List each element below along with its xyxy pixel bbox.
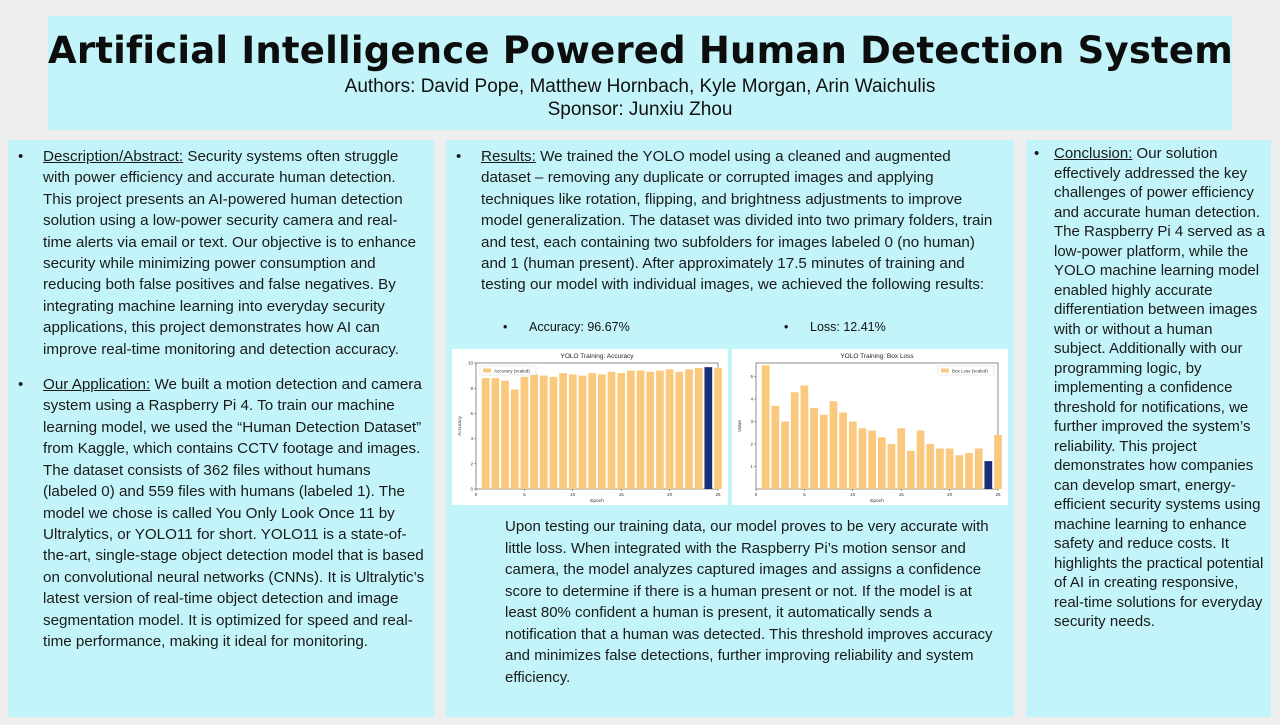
bar [675, 372, 683, 489]
bar [830, 401, 838, 489]
abstract-label: Description/Abstract: [43, 148, 184, 165]
middle-column [446, 140, 1014, 717]
x-tick-label: 0 [754, 492, 758, 497]
bar [994, 435, 1002, 489]
bar [907, 451, 915, 489]
bar [936, 449, 944, 490]
bar [810, 408, 818, 489]
accuracy-chart [452, 349, 728, 505]
box-loss-chart [732, 349, 1008, 505]
legend-label: Box Loss (scaled) [952, 368, 988, 374]
loss-metric: • Loss: 12.41% [810, 320, 886, 334]
x-axis-label: Epoch [590, 499, 604, 504]
y-tick-label: 3 [750, 419, 753, 425]
bar [569, 374, 577, 489]
chart-title: YOLO Training: Accuracy [560, 353, 634, 360]
bar [820, 415, 828, 489]
chart-svg [732, 349, 1008, 505]
bar [482, 378, 490, 489]
bar [530, 374, 538, 489]
left-column [8, 140, 434, 717]
y-tick-label: 6 [470, 411, 473, 416]
bar [946, 449, 954, 490]
x-tick-label: 10 [570, 492, 576, 497]
bar [849, 422, 857, 490]
bar [926, 444, 934, 489]
bar [781, 422, 789, 490]
x-tick-label: 0 [474, 492, 478, 497]
bar [617, 373, 625, 489]
bar [511, 389, 519, 489]
conclusion-label: Conclusion: [1054, 145, 1133, 162]
bar [550, 377, 558, 489]
chart-svg [452, 349, 728, 505]
y-tick-label: 0 [470, 486, 473, 492]
x-tick-label: 5 [803, 492, 806, 497]
application-text: We built a motion detection and camera system using a Raspberry Pi 4. To train our machine learning model, we used the “Human Detection Dataset” from Kaggle, which contains CCTV footage and images. The dataset consists of 362 files without humans (labeled 0) and 559 files with humans (labeled 1). The model we chose is called You Only Look Once 11 by Ultralytics, or YOLO11 for short. YOLO11 is a state-of-the-art, single-stage object detection model that is based on convolutional neural networks (CNNs). It is Ultralytic’s latest version of real-time object detection and image segmentation model. It is optimized for speed and real-time performance, making it ideal for monitoring. [43, 376, 425, 650]
y-tick-label: 4 [750, 396, 753, 402]
legend-swatch [483, 369, 491, 373]
y-tick-label: 2 [750, 441, 753, 447]
results-label: Results: [481, 148, 536, 165]
y-axis-label: Value [738, 420, 743, 432]
bar [955, 455, 963, 489]
bar [540, 376, 548, 489]
bar [771, 406, 779, 489]
poster-title: Artificial Intelligence Powered Human Detection System [48, 29, 1233, 72]
bar [704, 367, 712, 489]
bar [801, 386, 809, 490]
bar [656, 371, 664, 489]
bar [598, 374, 606, 489]
y-tick-label: 8 [470, 385, 473, 391]
bar [666, 369, 674, 489]
bar [965, 453, 973, 489]
y-tick-label: 4 [470, 436, 473, 442]
bar [859, 428, 867, 489]
authors-line: Authors: David Pope, Matthew Hornbach, Kyle Morgan, Arin Waichulis [344, 76, 936, 97]
x-axis-label: Epoch [870, 499, 884, 504]
bar [984, 461, 992, 489]
bar [521, 377, 529, 489]
bar [897, 428, 905, 489]
y-tick-label: 5 [750, 374, 753, 380]
x-tick-label: 25 [995, 492, 1001, 497]
bar [608, 372, 616, 489]
x-tick-label: 20 [667, 492, 673, 497]
accuracy-metric: • Accuracy: 96.67% [529, 320, 630, 334]
bar [685, 369, 693, 489]
bar [868, 431, 876, 490]
bar [714, 368, 722, 489]
application-item [8, 374, 426, 652]
chart-title: YOLO Training: Box Loss [840, 353, 914, 360]
y-axis-label: Accuracy [458, 416, 463, 436]
bar [559, 373, 567, 489]
bar [888, 444, 896, 489]
bar [762, 365, 770, 489]
right-column [1026, 140, 1271, 717]
x-tick-label: 20 [947, 492, 953, 497]
x-tick-label: 15 [618, 492, 624, 497]
bar [839, 413, 847, 490]
bar [637, 371, 645, 489]
y-tick-label: 1 [750, 464, 753, 470]
bar [695, 368, 703, 489]
results-discussion: Upon testing our training data, our model proves to be very accurate with little loss. When integrated with the Raspberry Pi’s motion sensor and camera, the model analyzes captured images and assigns a confidence score to determine if there is a human present or not. If the model is at least 80% confident a human is present, it automatically sends a notification that a human was detected. This threshold improves accuracy and minimizes false detections, further improving reliability and system efficiency. [505, 518, 993, 686]
bar [917, 431, 925, 490]
bar [646, 372, 654, 489]
bar [579, 376, 587, 489]
x-tick-label: 10 [850, 492, 856, 497]
y-tick-label: 10 [467, 360, 473, 366]
abstract-item [8, 146, 426, 360]
bar [491, 378, 499, 489]
results-text: We trained the YOLO model using a cleaned and augmented dataset – removing any duplicate or corrupted images and applying techniques like rotation, flipping, and brightness adjustments to improve model generalization. The dataset was divided into two primary folders, train and test, each containing two subfolders for images labeled 0 (no human) and 1 (human present). After approximately 17.5 minutes of training and testing our model with individual images, we achieved the following results: [481, 148, 993, 294]
bar [791, 392, 799, 489]
bar [878, 437, 886, 489]
x-tick-label: 5 [523, 492, 526, 497]
bar [501, 381, 509, 489]
bar [588, 373, 596, 489]
conclusion-text: Our solution effectively addressed the key challenges of power efficiency and accurate human detection. The Raspberry Pi 4 served as a low-power platform, while the YOLO machine learning model enabled highly accurate differentiation between images with or without a human subject. Additionally with our programming logic, by implementing a confidence threshold for notifications, we further improved the system’s reliability. This project demonstrates how companies can develop smart, energy-efficient security systems using machine learning to enhance safety and reduce costs. It highlights the practical potential of AI in creating responsive, real-time solutions for everyday security needs. [1054, 145, 1265, 630]
conclusion-item [1026, 144, 1265, 632]
poster-header [48, 16, 1232, 130]
application-label: Our Application: [43, 376, 151, 394]
x-tick-label: 15 [898, 492, 904, 497]
bar [627, 371, 635, 489]
sponsor-line: Sponsor: Junxiu Zhou [547, 99, 733, 120]
legend-swatch [941, 369, 949, 373]
bar [975, 449, 983, 490]
abstract-text: Security systems often struggle with power efficiency and accurate human detection. This project presents an AI-powered human detection solution using a low-power security camera and real-time alerts via email or text. Our objective is to enhance security while minimizing power consumption and reducing both false positives and false negatives. By integrating machine learning into everyday security applications, this project demonstrates how AI can improve real-time monitoring and detection accuracy. [43, 148, 417, 358]
results-item [446, 146, 998, 296]
legend-label: Accuracy (scaled) [494, 368, 530, 374]
x-tick-label: 25 [715, 492, 721, 497]
y-tick-label: 2 [470, 461, 473, 467]
metrics-row [446, 320, 1014, 340]
